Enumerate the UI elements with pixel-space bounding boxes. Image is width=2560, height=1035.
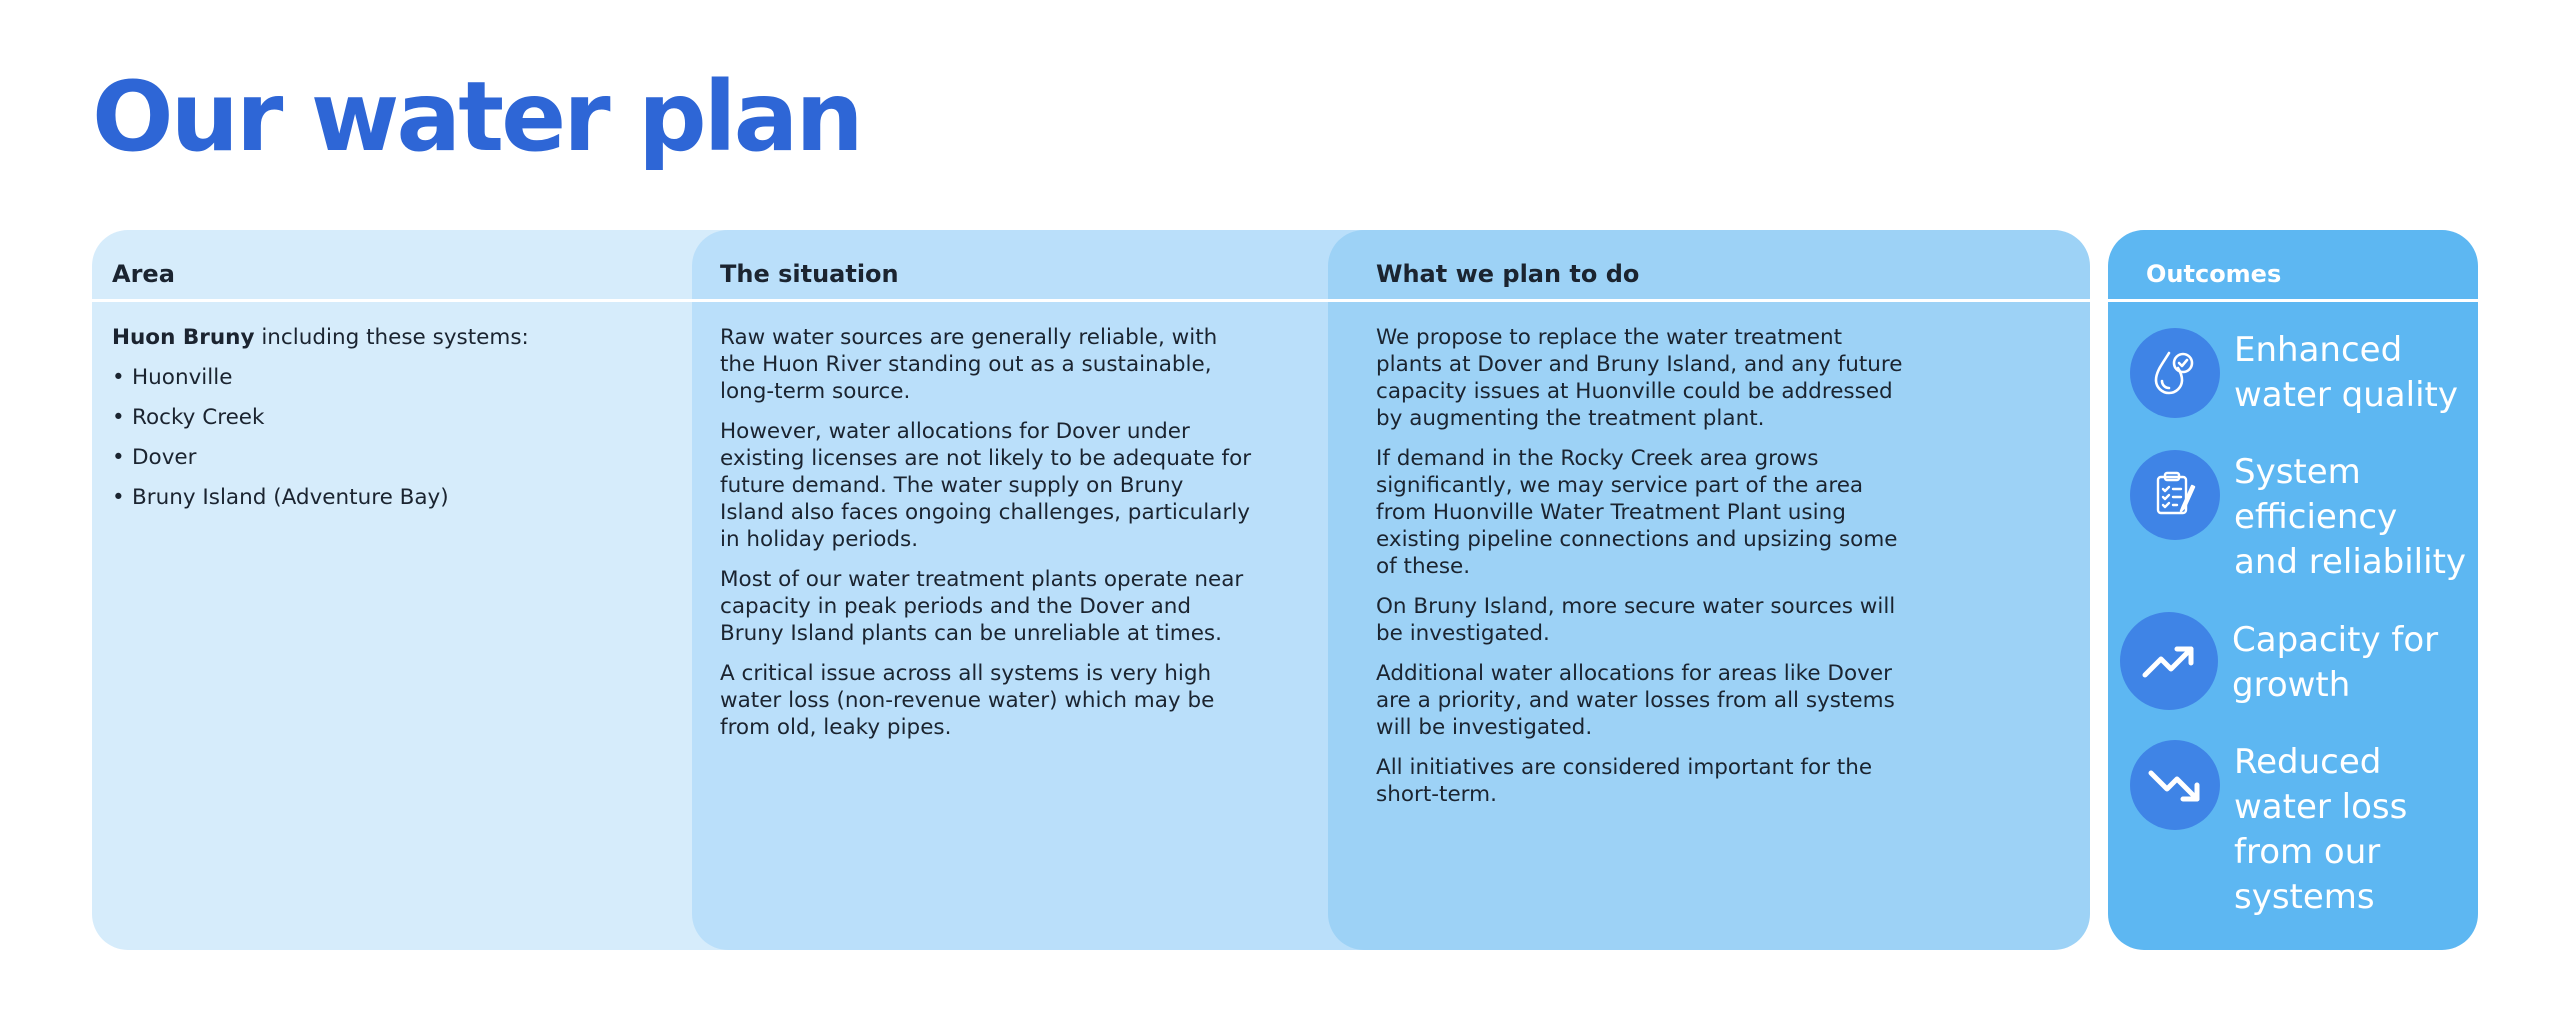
list-item: • Dover xyxy=(112,444,772,471)
area-column xyxy=(92,230,772,950)
situation-body xyxy=(692,324,1252,754)
outcomes-column xyxy=(2108,230,2478,950)
situation-paragraph: However, water allocations for Dover under existing licenses are not likely to be adequate for future demand. The water supply on Bruny Island also faces ongoing challenges, particularly in holiday periods. xyxy=(720,419,1252,552)
plan-paragraph: We propose to replace the water treatment plants at Dover and Bruny Island, and any future capacity issues at Huonville could be addressed by augmenting the treatment plant. xyxy=(1376,325,1903,431)
list-item: • Bruny Island (Adventure Bay) xyxy=(112,484,772,511)
list-item: • Huonville xyxy=(112,364,772,391)
area-heading: Area xyxy=(92,230,772,302)
systems-list xyxy=(112,364,772,511)
area-intro-text: including these systems: xyxy=(254,325,529,350)
outcome-item xyxy=(2130,740,2468,920)
situation-paragraph: Raw water sources are generally reliable, with the Huon River standing out as a sustainable, long-term source. xyxy=(720,325,1218,404)
outcome-item xyxy=(2130,450,2468,585)
situation-column xyxy=(692,230,1372,950)
plan-paragraph: Additional water allocations for areas like Dover are a priority, and water losses from all systems will be investigated. xyxy=(1376,661,1895,740)
water-drop-check-icon xyxy=(2130,328,2220,418)
situation-paragraph: Most of our water treatment plants operate near capacity in peak periods and the Dover and Bruny Island plants can be unreliable at times. xyxy=(720,567,1244,646)
plan-column xyxy=(1328,230,2090,950)
outcome-label: Enhanced water quality xyxy=(2234,330,2458,415)
clipboard-checklist-icon xyxy=(2130,450,2220,540)
outcome-item xyxy=(2130,328,2468,418)
area-name: Huon Bruny xyxy=(112,325,255,350)
outcome-label: System efficiency and reliability xyxy=(2234,452,2467,582)
situation-heading: The situation xyxy=(692,230,1372,302)
situation-paragraph: A critical issue across all systems is very high water loss (non-revenue water) which may be from old, leaky pipes. xyxy=(720,661,1215,740)
plan-heading: What we plan to do xyxy=(1328,230,2090,302)
area-intro xyxy=(112,324,772,351)
plan-paragraph: On Bruny Island, more secure water sources will be investigated. xyxy=(1376,594,1896,646)
plan-paragraph: If demand in the Rocky Creek area grows significantly, we may service part of the area from Huonville Water Treatment Plant using existing pipeline connections and upsizing some of these. xyxy=(1376,446,1898,579)
area-body xyxy=(92,324,772,524)
outcomes-heading: Outcomes xyxy=(2108,230,2478,302)
plan-body xyxy=(1328,324,1908,821)
list-item: • Rocky Creek xyxy=(112,404,772,431)
plan-paragraph: All initiatives are considered important for the short-term. xyxy=(1376,755,1873,807)
outcome-label: Reduced water loss from our systems xyxy=(2234,742,2408,917)
trend-up-icon xyxy=(2120,612,2218,710)
page-title: Our water plan xyxy=(92,61,861,173)
outcome-label: Capacity for growth xyxy=(2232,620,2439,705)
trend-down-icon xyxy=(2130,740,2220,830)
outcome-item xyxy=(2120,618,2468,710)
